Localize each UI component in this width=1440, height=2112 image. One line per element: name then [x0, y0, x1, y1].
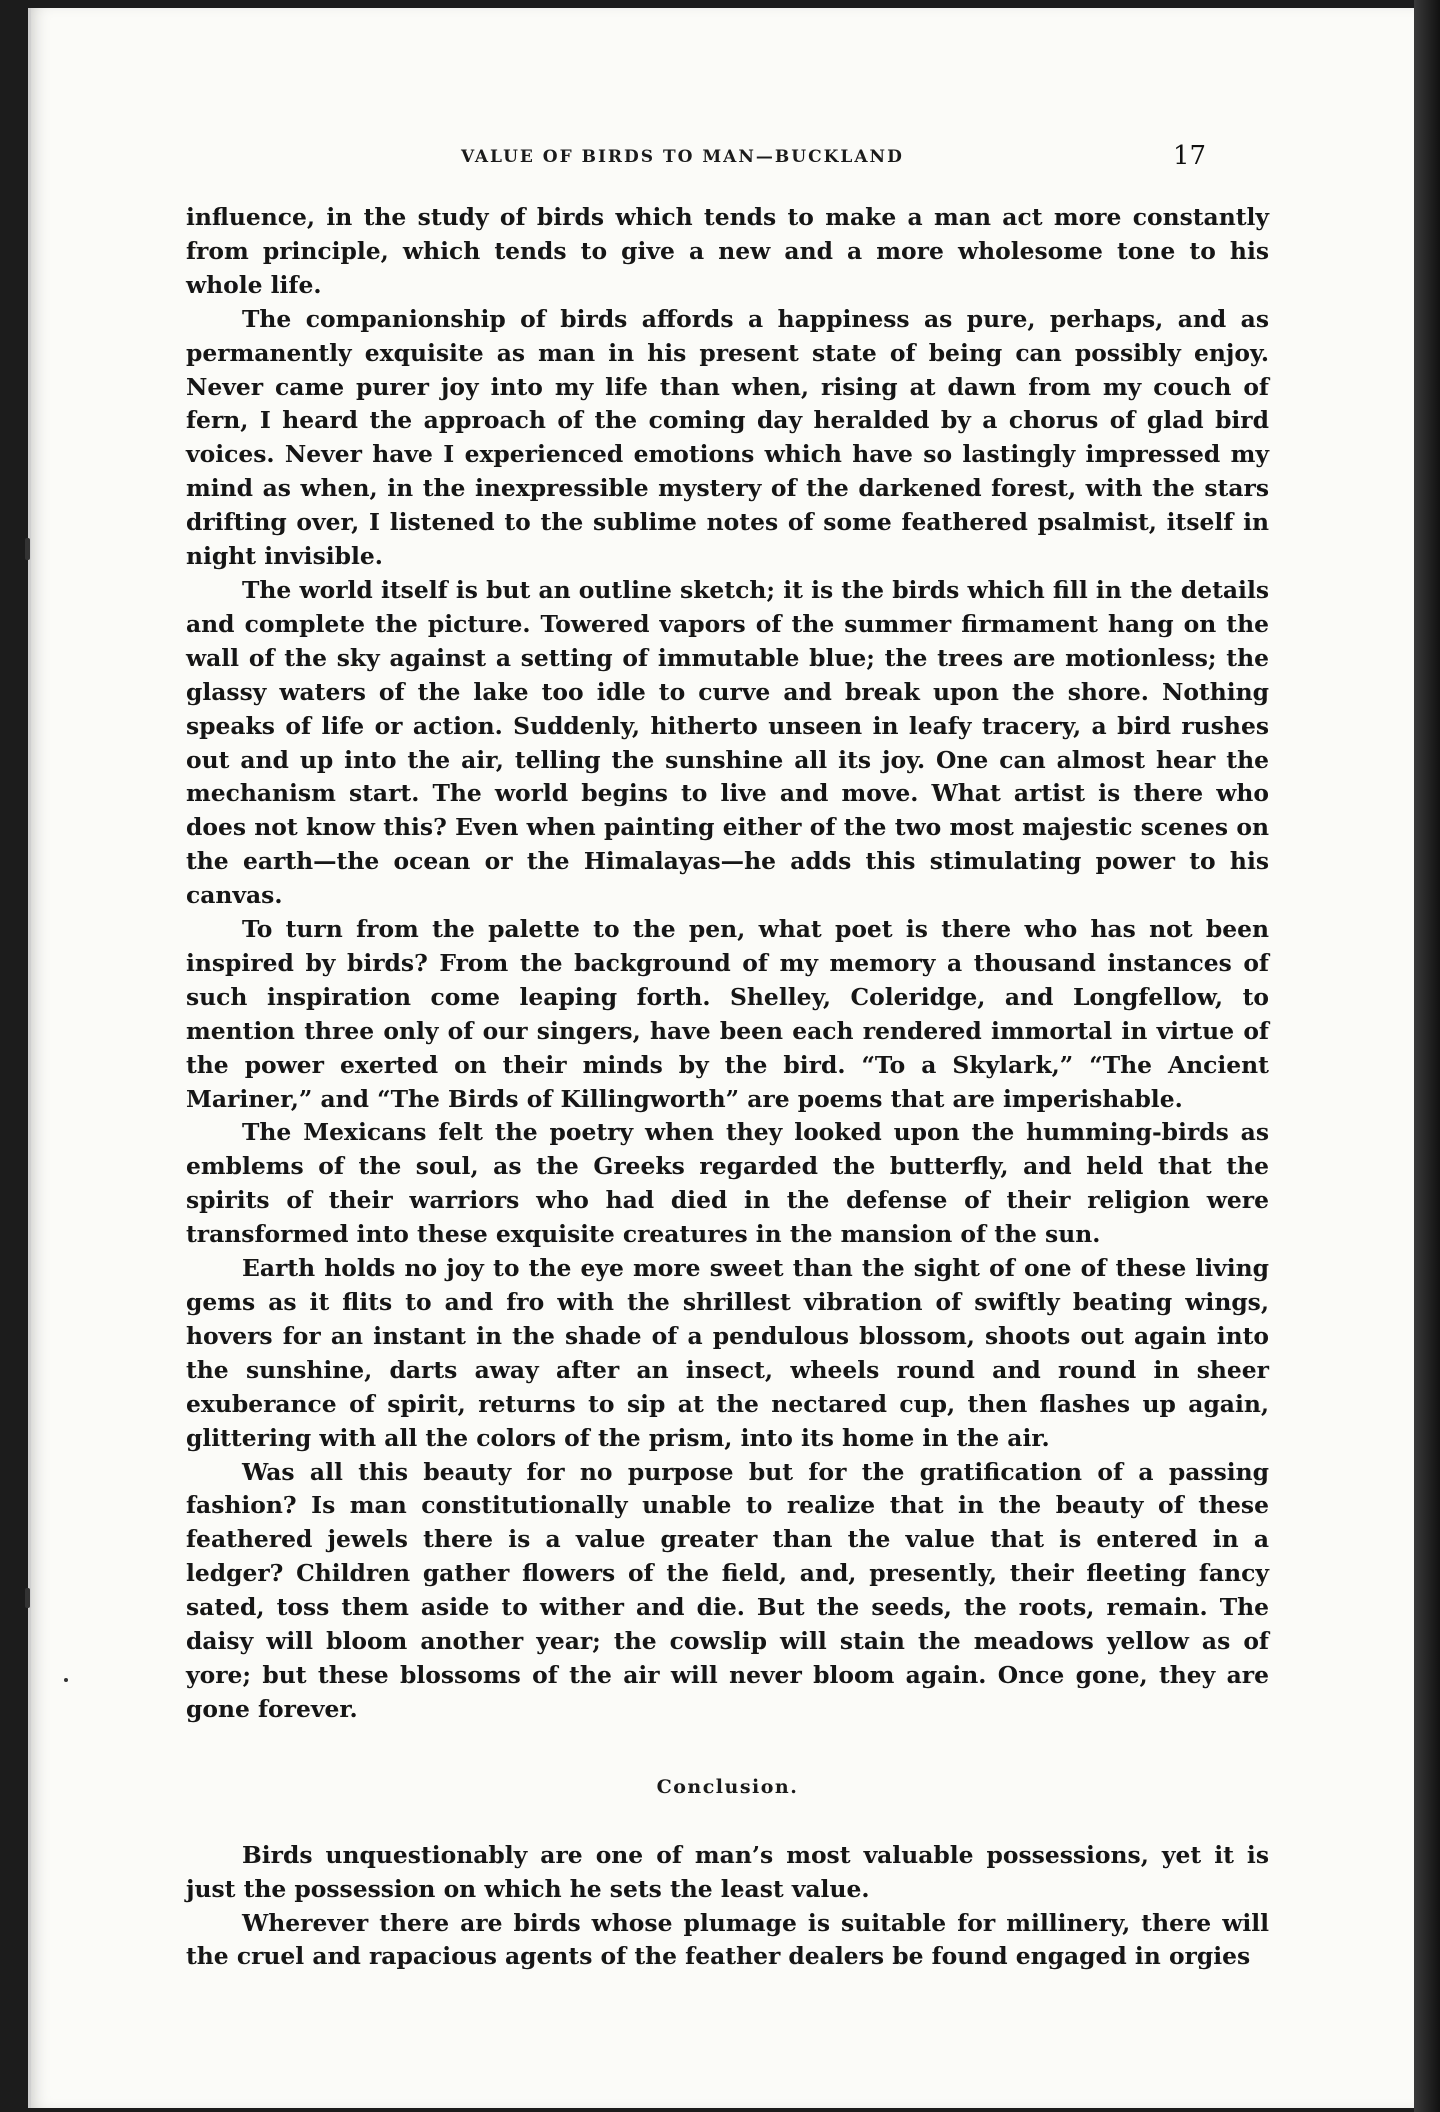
page-header: [31, 141, 1417, 181]
book-page: [28, 8, 1417, 2108]
paragraph: influence, in the study of birds which tends to make a man act more constantly from principle, which tends to give a new and a more wholesome tone to his whole life.: [186, 203, 1269, 299]
page-number: 17: [1173, 141, 1207, 171]
paragraph: Was all this beauty for no purpose but for the gratification of a passing fashion? Is man constitutionally unable to realize that in the beauty of these feathered jewels there is a value greater than the value that is entered in a ledger? Children gather flowers of the field, and, presently, their fleeting fancy sated, toss them aside to wither and die. But the seeds, the roots, remain. The daisy will bloom another year; the cowslip will stain the meadows yellow as of yore; but these blossoms of the air will never bloom again. Once gone, they are gone forever.: [186, 1457, 1269, 1723]
paragraph: The world itself is but an outline sketch; it is the birds which fill in the details and complete the picture. Towered vapors of the summer firmament hang on the wall of the sky against a setting of immutable blue; the trees are motionless; the glassy waters of the lake too idle to curve and break upon the shore. Nothing speaks of life or action. Suddenly, hitherto unseen in leafy tracery, a bird rushes out and up into the air, telling the sunshine all its joy. One can almost hear the mechanism start. The world begins to live and move. What artist is there who does not know this? Even when painting either of the two most majestic scenes on the earth—the ocean or the Himalayas—he adds this stimulating power to his canvas.: [186, 575, 1269, 910]
paragraph: The Mexicans felt the poetry when they looked upon the humming-birds as emblems of the soul, as the Greeks regarded the butterfly, and held that the spirits of their warriors who had died in the defense of their religion were transformed into these exquisite creatures in the mansion of the sun.: [186, 1118, 1269, 1249]
running-head: VALUE OF BIRDS TO MAN—BUCKLAND: [461, 147, 904, 167]
paragraph: The companionship of birds affords a happiness as pure, perhaps, and as permanently exquisite as man in his present state of being can possibly enjoy. Never came purer joy into my life than when, rising at dawn from my couch of fern, I heard the approach of the coming day heralded by a chorus of glad bird voices. Never have I experienced emotions which have so lastingly impressed my mind as when, in the inexpressible mystery of the darkened forest, with the stars drifting over, I listened to the sublime notes of some feathered psalmist, itself in night invisible.: [186, 304, 1269, 571]
paragraph: Wherever there are birds whose plumage is suitable for millinery, there will the cruel and rapacious agents of the feather dealers be found engaged in orgies: [186, 1908, 1269, 1971]
paragraph: Earth holds no joy to the eye more sweet than the sight of one of these living gems as it flits to and fro with the shrillest vibration of swiftly beating wings, hovers for an instant in the shade of a pendulous blossom, shoots out again into the sunshine, darts away after an insect, wheels round and round in sheer exuberance of spirit, returns to sip at the nectared cup, then flashes up again, glittering with all the colors of the prism, into its home in the air.: [186, 1254, 1269, 1452]
margin-mark: [25, 538, 30, 560]
margin-dot: [64, 1678, 68, 1682]
paragraph: Birds unquestionably are one of man’s most valuable possessions, yet it is just the possession on which he sets the least value.: [186, 1840, 1269, 1903]
margin-mark: [25, 1588, 30, 1608]
page-body: [186, 201, 1269, 1974]
scan-edge-shadow: [1414, 0, 1440, 2112]
paragraph: To turn from the palette to the pen, what poet is there who has not been inspired by birds? From the background of my memory a thousand instances of such inspiration come leaping forth. Shelley, Coleridge, and Longfellow, to mention three only of our singers, have been each rendered immortal in virtue of the power exerted on their minds by the bird. “To a Skylark,” “The Ancient Mariner,” and “The Birds of Killingworth” are poems that are imperishable.: [186, 915, 1269, 1113]
section-heading: Conclusion.: [656, 1775, 799, 1798]
